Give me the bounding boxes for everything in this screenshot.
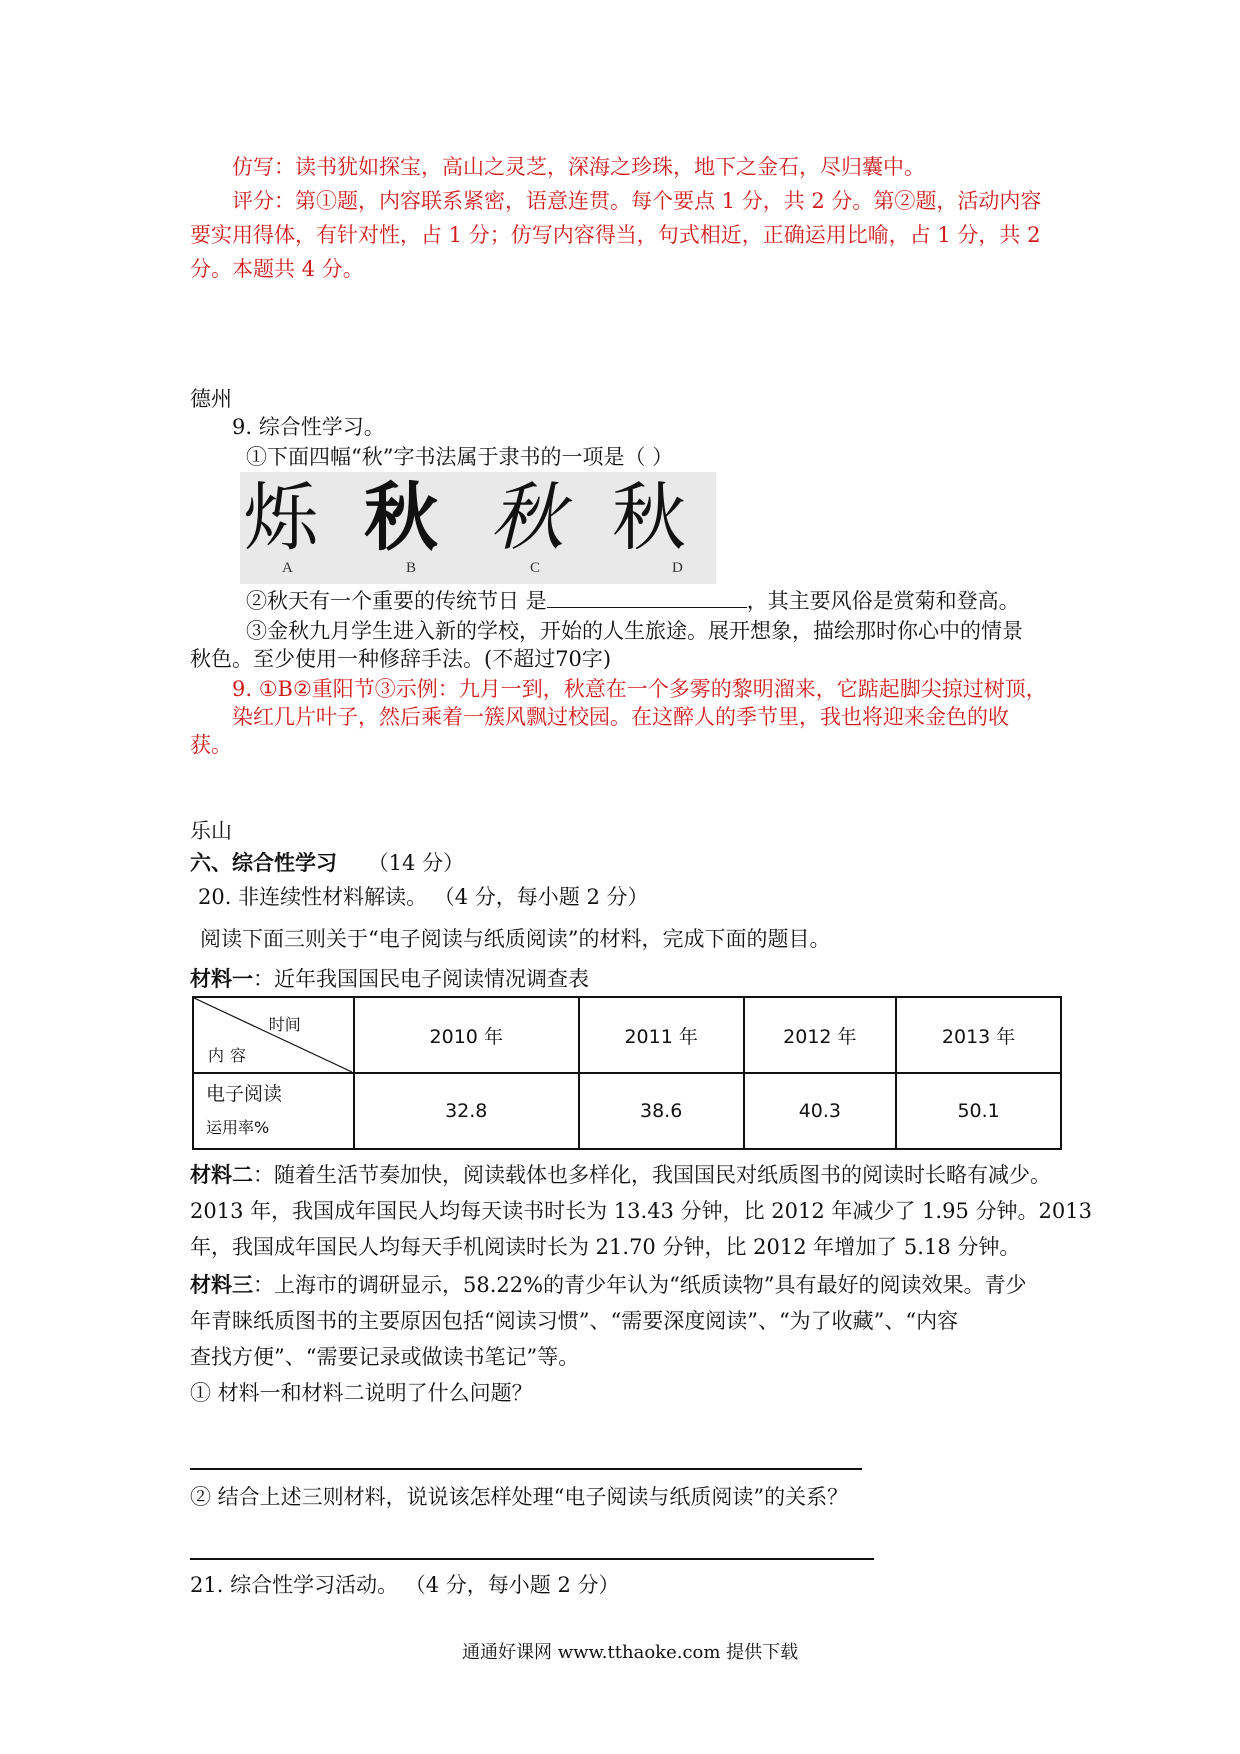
q9-2-blank[interactable] — [547, 585, 747, 608]
calligraphy-image — [240, 472, 716, 584]
q9-2-question — [246, 584, 1020, 618]
section-title: 六、综合性学习 — [190, 851, 337, 875]
q20-intro: 阅读下面三则关于“电子阅读与纸质阅读”的材料，完成下面的题目。 — [200, 927, 831, 951]
region-dezhou: 德州 — [190, 387, 232, 411]
q9-3-line-1: ③金秋九月学生进入新的学校，开始的人生旅途。展开想象，描绘那时你心中的情景 — [246, 619, 1023, 643]
table-year-cell: 2011 年 — [579, 997, 744, 1073]
material-three-line-3: 查找方便”、“需要记录或做读书笔记”等。 — [190, 1345, 580, 1369]
q9-answer-line-2: 染红几片叶子，然后乘着一簇风飘过校园。在这醉人的季节里，我也将迎来金色的收 — [232, 705, 1009, 729]
q21-title: 21. 综合性学习活动。 （4 分，每小题 2 分） — [190, 1573, 620, 1597]
answer-line-1[interactable] — [190, 1468, 862, 1470]
section-score: （14 分） — [367, 851, 465, 875]
calligraphy-glyph-c: 秋 — [490, 475, 564, 561]
table-year-cell: 2010 年 — [354, 997, 579, 1073]
q9-2-text-before: ②秋天有一个重要的传统节日 是 — [246, 589, 547, 613]
page-footer: 通通好课网 www.tthaoke.com 提供下载 — [462, 1642, 799, 1663]
material-two-label: 材料二 — [190, 1163, 253, 1187]
calligraphy-label-a: A — [282, 560, 293, 576]
material-one-title: ：近年我国国民电子阅读情况调查表 — [253, 967, 589, 991]
table-value-cell: 40.3 — [744, 1073, 897, 1149]
material-two-text: ：随着生活节奏加快，阅读载体也多样化，我国国民对纸质图书的阅读时长略有减少。 — [253, 1163, 1051, 1187]
calligraphy-glyph-b: 秋 — [364, 475, 438, 561]
table-row-label — [193, 1073, 354, 1149]
imitation-answer: 仿写：读书犹如探宝，高山之灵芝，深海之珍珠，地下之金石，尽归囊中。 — [232, 155, 925, 179]
q9-2-text-after: ，其主要风俗是赏菊和登高。 — [746, 589, 1020, 613]
calligraphy-glyph-a: 烁 — [244, 475, 318, 561]
corner-label-content: 内容 — [208, 1046, 253, 1065]
table-value-cell: 38.6 — [579, 1073, 744, 1149]
sub-question-2: ② 结合上述三则材料，说说该怎样处理“电子阅读与纸质阅读”的关系？ — [190, 1485, 849, 1509]
q20-title: 20. 非连续性材料解读。 （4 分，每小题 2 分） — [198, 885, 649, 909]
row-label-line-2: 运用率% — [206, 1118, 270, 1137]
q9-1-question: ①下面四幅“秋”字书法属于隶书的一项是（ ） — [246, 445, 674, 469]
table-header-row — [193, 997, 1061, 1073]
calligraphy-label-c: C — [530, 560, 541, 576]
region-leshan: 乐山 — [190, 819, 232, 843]
q9-3-line-2: 秋色。至少使用一种修辞手法。(不超过70字) — [190, 647, 612, 671]
sub-question-1: ① 材料一和材料二说明了什么问题？ — [190, 1381, 533, 1405]
table-corner-cell — [193, 997, 354, 1073]
e-reading-survey-table — [192, 996, 1062, 1150]
scoring-line-2: 要实用得体，有针对性，占 1 分；仿写内容得当，句式相近，正确运用比喻，占 1 分，共 2 — [190, 223, 1041, 247]
table-value-cell: 32.8 — [354, 1073, 579, 1149]
table-year-cell: 2013 年 — [896, 997, 1061, 1073]
calligraphy-glyph-d: 秋 — [612, 475, 686, 561]
material-three-line-2: 年青睐纸质图书的主要原因包括“阅读习惯”、“需要深度阅读”、“为了收藏”、“内容 — [190, 1309, 959, 1333]
material-one-heading — [190, 962, 589, 996]
q9-answer-line-3: 获。 — [190, 733, 232, 757]
corner-label-time: 时间 — [268, 1015, 301, 1034]
q9-answer-line-1: 9. ①B②重阳节③示例：九月一到，秋意在一个多雾的黎明溜来，它踮起脚尖掠过树顶， — [232, 677, 1047, 701]
material-two-line-1 — [190, 1158, 1051, 1192]
table-data-row — [193, 1073, 1061, 1149]
material-one-label: 材料一 — [190, 967, 253, 991]
section-six-heading — [190, 846, 464, 880]
calligraphy-label-b: B — [406, 560, 417, 576]
answer-line-2[interactable] — [190, 1558, 874, 1560]
material-two-line-3: 年，我国成年国民人均每天手机阅读时长为 21.70 分钟，比 2012 年增加了 5.18 分钟。 — [190, 1235, 1021, 1259]
scoring-line-3: 分。本题共 4 分。 — [190, 257, 364, 281]
table-value-cell: 50.1 — [896, 1073, 1061, 1149]
table-year-cell: 2012 年 — [744, 997, 897, 1073]
material-three-label: 材料三 — [190, 1273, 253, 1297]
q9-title: 9. 综合性学习。 — [232, 415, 385, 439]
scoring-line-1: 评分：第①题，内容联系紧密，语意连贯。每个要点 1 分，共 2 分。第②题，活动内容 — [232, 189, 1042, 213]
material-three-line-1 — [190, 1268, 1027, 1302]
row-label-line-1: 电子阅读 — [206, 1083, 283, 1105]
calligraphy-label-d: D — [672, 560, 683, 576]
material-two-line-2: 2013 年，我国成年国民人均每天读书时长为 13.43 分钟，比 2012 年减少了 1.95 分钟。2013 — [190, 1199, 1092, 1223]
material-three-text: ：上海市的调研显示，58.22%的青少年认为“纸质读物”具有最好的阅读效果。青少 — [253, 1273, 1027, 1297]
